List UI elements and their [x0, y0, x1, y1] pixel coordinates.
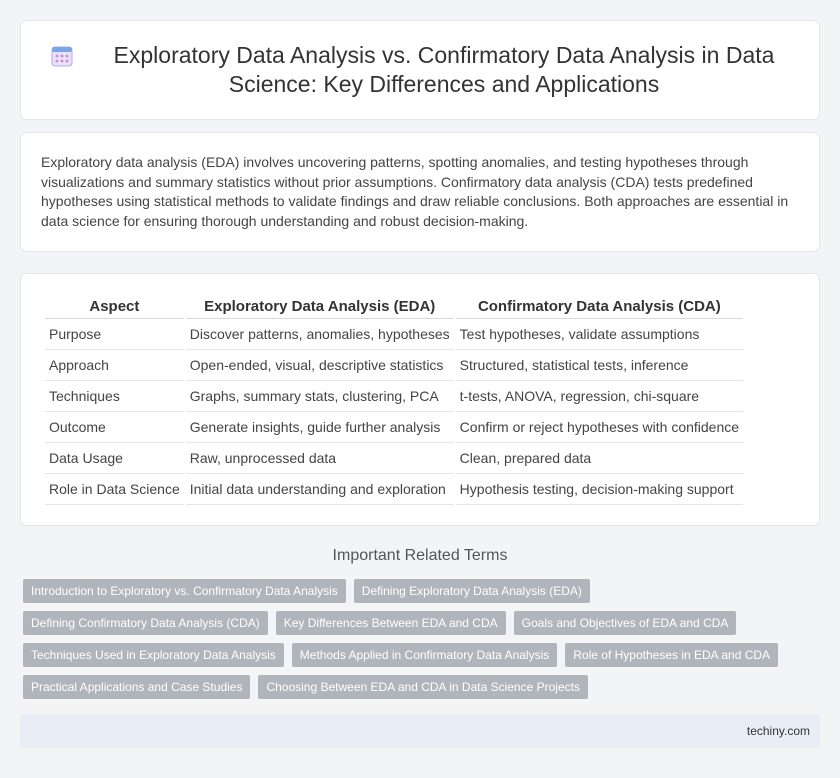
table-row [45, 474, 743, 505]
related-term-link[interactable]: Choosing Between EDA and CDA in Data Science Projects [258, 675, 588, 699]
cell-aspect: Purpose [45, 319, 184, 350]
page-title: Exploratory Data Analysis vs. Confirmatory Data Analysis in Data Science: Key Differences and Applications [113, 42, 775, 97]
cell-eda: Raw, unprocessed data [186, 443, 454, 474]
table-row [45, 350, 743, 381]
related-term-link[interactable]: Goals and Objectives of EDA and CDA [514, 611, 737, 635]
table-row [45, 319, 743, 350]
related-term-link[interactable]: Techniques Used in Exploratory Data Analysis [23, 643, 284, 667]
related-term-link[interactable]: Practical Applications and Case Studies [23, 675, 250, 699]
intro-card [20, 132, 820, 252]
calendar-icon [51, 45, 73, 67]
cell-aspect: Techniques [45, 381, 184, 412]
table-row [45, 381, 743, 412]
related-term-link[interactable]: Methods Applied in Confirmatory Data Analysis [292, 643, 557, 667]
tag-row [23, 643, 803, 667]
cell-eda: Generate insights, guide further analysis [186, 412, 454, 443]
cell-cda: Test hypotheses, validate assumptions [456, 319, 743, 350]
cell-aspect: Data Usage [45, 443, 184, 474]
footer-brand: techiny.com [746, 724, 810, 738]
header-eda: Exploratory Data Analysis (EDA) [186, 296, 454, 319]
related-term-link[interactable]: Key Differences Between EDA and CDA [276, 611, 506, 635]
cell-cda: Hypothesis testing, decision-making support [456, 474, 743, 505]
comparison-table [43, 296, 745, 505]
comparison-card [20, 273, 820, 526]
cell-eda: Discover patterns, anomalies, hypotheses [186, 319, 454, 350]
table-header-row [45, 296, 743, 319]
cell-cda: Clean, prepared data [456, 443, 743, 474]
table-row [45, 443, 743, 474]
cell-cda: Structured, statistical tests, inference [456, 350, 743, 381]
related-term-link[interactable]: Role of Hypotheses in EDA and CDA [565, 643, 778, 667]
cell-aspect: Role in Data Science [45, 474, 184, 505]
cell-eda: Graphs, summary stats, clustering, PCA [186, 381, 454, 412]
header-cda: Confirmatory Data Analysis (CDA) [456, 296, 743, 319]
tag-row [23, 579, 803, 603]
cell-aspect: Outcome [45, 412, 184, 443]
intro-paragraph: Exploratory data analysis (EDA) involves uncovering patterns, spotting anomalies, and testing hypotheses through visualizations and summary statistics without prior assumptions. Confirmatory data analysis (CDA) tests predefined hypotheses using statistical methods to validate findings and draw reliable conclusions. Both approaches are essential in data science for ensuring thorough understanding and robust decision-making. [41, 154, 789, 229]
table-row [45, 412, 743, 443]
cell-cda: t-tests, ANOVA, regression, chi-square [456, 381, 743, 412]
cell-cda: Confirm or reject hypotheses with confidence [456, 412, 743, 443]
tag-row [23, 611, 803, 635]
header-aspect: Aspect [45, 296, 184, 319]
related-term-link[interactable]: Defining Exploratory Data Analysis (EDA) [354, 579, 590, 603]
tag-row [23, 675, 803, 699]
cell-eda: Initial data understanding and exploration [186, 474, 454, 505]
footer [20, 714, 820, 748]
cell-aspect: Approach [45, 350, 184, 381]
related-terms-list [23, 579, 803, 707]
title-card [20, 20, 820, 120]
cell-eda: Open-ended, visual, descriptive statistics [186, 350, 454, 381]
related-terms-heading: Important Related Terms [332, 547, 508, 564]
related-term-link[interactable]: Introduction to Exploratory vs. Confirmatory Data Analysis [23, 579, 346, 603]
related-term-link[interactable]: Defining Confirmatory Data Analysis (CDA) [23, 611, 268, 635]
